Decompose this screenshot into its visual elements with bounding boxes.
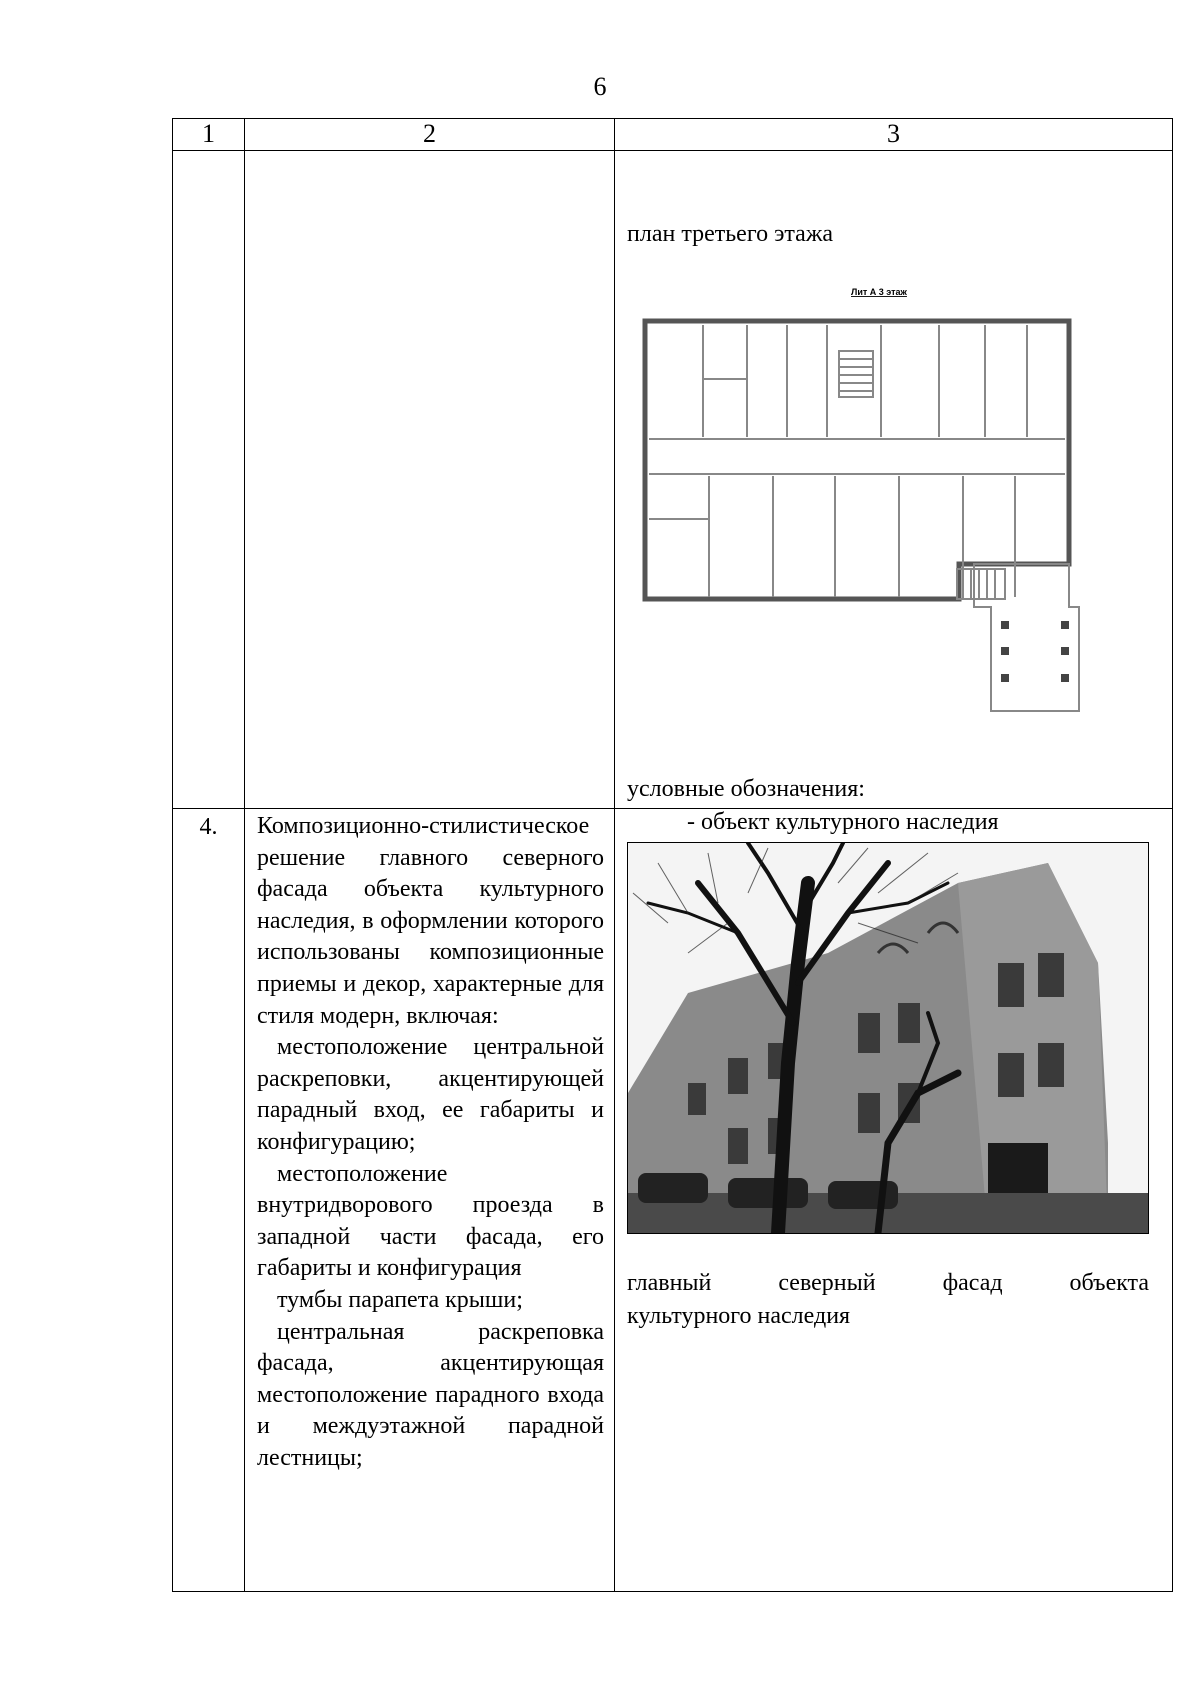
plan-title: план третьего этажа [627,221,834,247]
desc-paragraph: центральная раскреповка фасада, акцентирующая местоположение парадного входа и междуэтажной парадной лестницы; [257,1318,604,1471]
plan-row-num [173,151,245,809]
header-col-3: 3 [615,119,1173,151]
page-number: 6 [593,72,607,101]
facade-caption [627,1267,1149,1333]
facade-photo [627,842,1149,1234]
header-col-1: 1 [173,119,245,151]
plan-row [173,151,1173,809]
floor-plan-drawing-title: Лит А 3 этаж [851,287,907,297]
legend-item: - объект культурного наследия [687,809,999,835]
plan-row-desc [245,151,615,809]
desc-paragraph: Композиционно-стилистическое решение главного северного фасада объекта культурного наследия, в оформлении которого использованы композиционные приемы и декор, характерные для стиля модерн, включая: [257,813,604,1029]
facade-caption-line-2: культурного наследия [627,1303,851,1329]
floor-plan-drawing [629,269,1091,713]
facade-row-description [245,809,615,1592]
header-col-2: 2 [245,119,615,151]
facade-row-num: 4. [173,809,245,1592]
facade-photo-image [628,843,1148,1233]
facade-caption-line-1: главный северный фасад объекта [627,1270,1149,1296]
plan-row-content [615,151,1173,835]
facade-row-content [615,809,1173,1592]
desc-paragraph: тумбы парапета крыши; [277,1286,523,1313]
facade-row [173,809,1173,1592]
legend [627,773,999,839]
heritage-table [172,118,1173,1592]
desc-paragraph: местоположение внутридворового проезда в западной части фасада, его габариты и конфигурация [257,1160,604,1282]
desc-paragraph: местоположение центральной раскреповки, акцентирующей парадный вход, ее габариты и конфигурацию; [257,1034,604,1155]
header-row [173,119,1173,151]
legend-title: условные обозначения: [627,776,865,802]
